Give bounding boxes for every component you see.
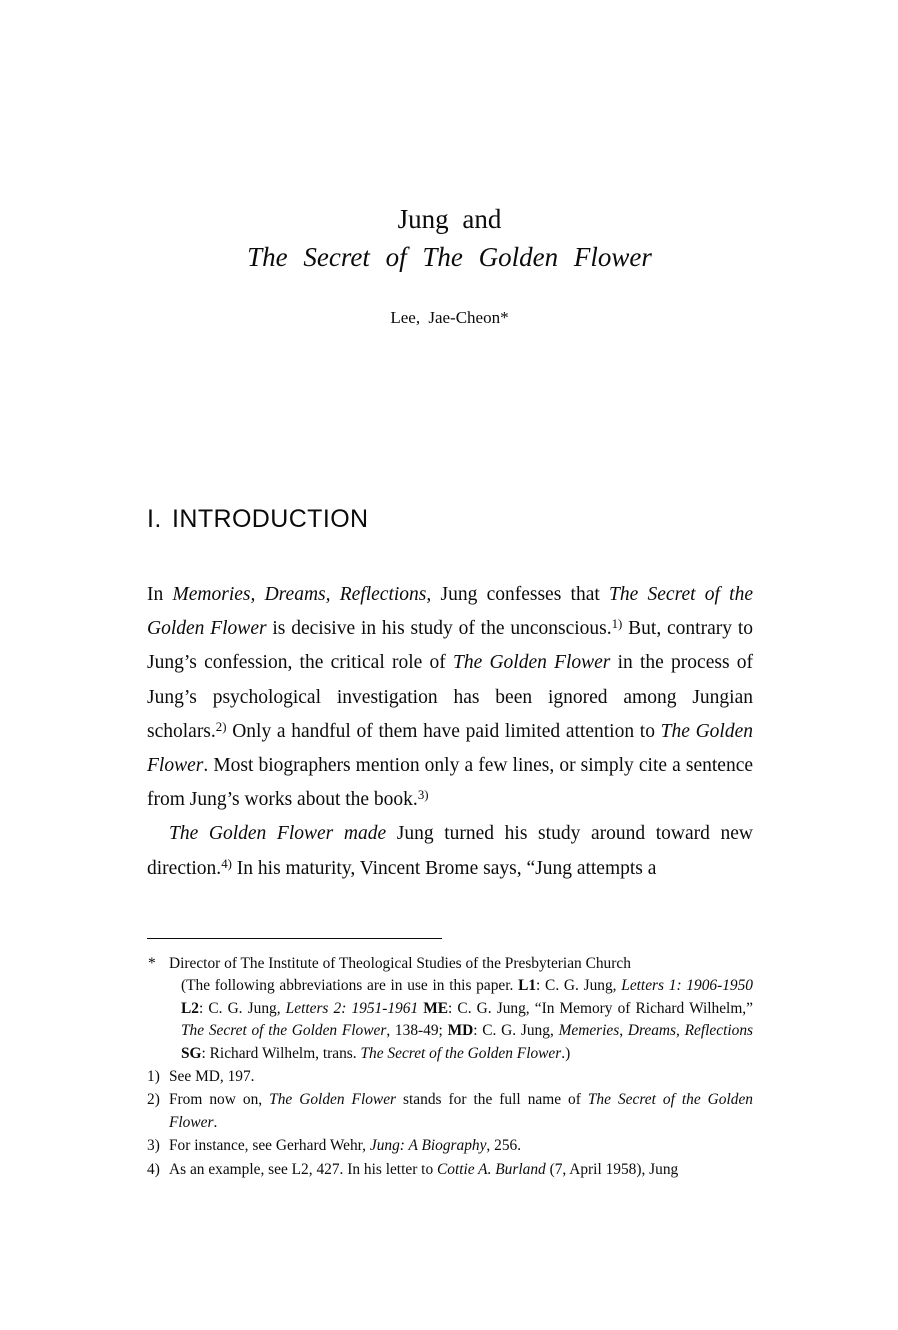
body-column bbox=[147, 578, 753, 886]
footnote-text: For instance, see Gerhard Wehr, Jung: A Biography, 256. bbox=[169, 1137, 522, 1155]
footnote-1 bbox=[147, 1066, 753, 1088]
author-byline: Lee, Jae-Cheon* bbox=[390, 308, 509, 327]
footnote-marker: 3) bbox=[147, 1137, 160, 1155]
body-paragraph-1: In Memories, Dreams, Reflections, Jung confesses that The Secret of the Golden Flower is decisive in his study of the unconscious.$^{1)}$ But, contrary to Jung’s confession, the critical role of The Golden Flower in the process of Jung’s psychological investigation has been ignored among Jungian scholars.$^{2)}$ Only a handful of them have paid limited attention to The Golden Flower. Most biographers mention only a few lines, or simply cite a sentence from Jung’s works about the book.$^{3)}$ bbox=[147, 584, 754, 811]
footnote-marker: * bbox=[148, 955, 156, 972]
body-paragraph-2: The Golden Flower made Jung turned his study around toward new direction.$^{4)}$ In his maturity, Vincent Brome says, “Jung attempts a bbox=[147, 823, 753, 879]
footnote-marker: 4) bbox=[147, 1160, 160, 1178]
footnote-abbreviations-text: (The following abbreviations are in use in this paper. L1: C. G. Jung, Letters 1: 1906-1950 L2: C. G. Jung, Letters 2: 1951-1961 ME: C. G. Jung, “In Memory of Richard Wilhelm,” The Secret of the Golden Flower, 138-49; MD: C. G. Jung, Memeries, Dreams, Reflections SG: Richard Wilhelm, trans. The Secret of the Golden Flower.) bbox=[181, 977, 754, 1062]
footnote-marker: 1) bbox=[147, 1068, 160, 1086]
footnote-text: As an example, see L2, 427. In his letter to Cottie A. Burland (7, April 1958), Jung bbox=[169, 1160, 679, 1178]
title-line-2: The Secret of The Golden Flower bbox=[247, 242, 652, 272]
title-line-1: Jung and bbox=[397, 204, 502, 234]
footnote-area bbox=[147, 953, 753, 1182]
footnote-text: See MD, 197. bbox=[169, 1068, 255, 1086]
footnote-marker: 2) bbox=[147, 1091, 160, 1109]
footnote-separator-rule bbox=[147, 938, 442, 939]
section-heading-introduction: I. INTRODUCTION bbox=[147, 505, 369, 533]
footnote-author-affiliation bbox=[147, 953, 753, 1065]
footnote-text: From now on, The Golden Flower stands for the full name of The Secret of the Golden Flower. bbox=[169, 1091, 753, 1131]
footnote-4 bbox=[147, 1159, 753, 1181]
footnote-2 bbox=[147, 1089, 753, 1134]
footnote-affiliation-text: Director of The Institute of Theological Studies of the Presbyterian Church bbox=[169, 955, 631, 972]
footnote-3 bbox=[147, 1135, 753, 1157]
article-title bbox=[147, 200, 752, 276]
